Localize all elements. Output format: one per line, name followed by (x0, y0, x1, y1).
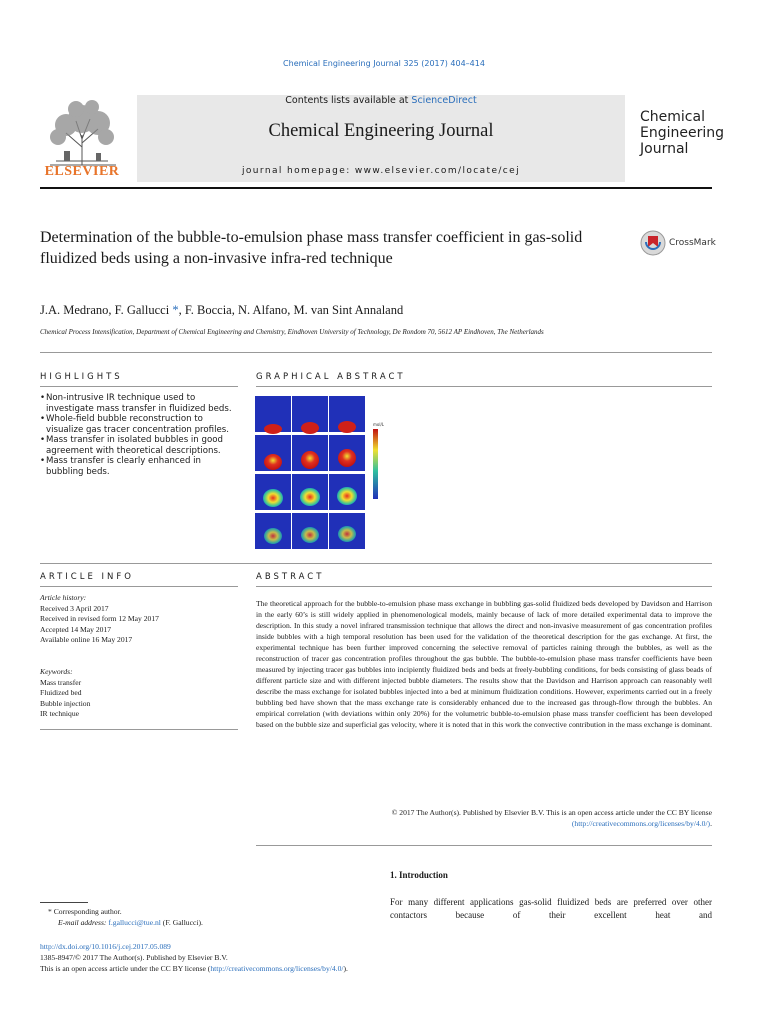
crossmark-label: CrossMark (669, 238, 716, 248)
corresponding-author-note: * Corresponding author. (48, 907, 122, 916)
keyword-item: IR technique (40, 709, 80, 718)
issn-line: 1385-8947/© 2017 The Author(s). Published by Elsevier B.V. (40, 953, 228, 962)
tracer-frame-grid (255, 396, 365, 549)
keywords-label: Keywords: (40, 667, 73, 676)
highlight-item: • Mass transfer in isolated bubbles in good agreement with theoretical descriptions. (40, 435, 223, 456)
divider (40, 586, 238, 587)
divider (40, 729, 238, 730)
highlight-item: • Whole-field bubble reconstruction to visualize gas tracer concentration profiles. (40, 414, 229, 435)
graphical-abstract-heading: GRAPHICAL ABSTRACT (256, 372, 406, 382)
keywords (40, 667, 240, 720)
introduction-heading: 1. Introduction (390, 870, 448, 880)
journal-cover-title (640, 109, 724, 157)
divider (256, 845, 712, 846)
abstract-body: The theoretical approach for the bubble-to-emulsion phase mass exchange in bubbling gas-solid fluidized beds developed by Davidson and Harrison in the early 60’s is still widely applied in phenomenological models, mainly because of lack of more detailed experimental data to improve the description. In this study a novel infrared transmission technique that allows the direct and non-invasive measurement of gas concentration profiles inside bubbles with a high temporal resolution has been used for the validation of the theoretical description for the gas exchange. At first, the experimental technique has been further improved concerning the selective removal of particles raining through the bubbles, as well as the reconstruction of tracer gas concentration profiles throughout the gas bubble. The bubble-to-emulsion phase mass transfer coefficients have been measured by injecting tracer gas bubbles into incipiently fluidized beds and beds at freely-bubbling conditions, for beds consisting of glass beads of different particle size and with different injected bubble diameters. The results show that the Davidson and Harrison approach can reasonably well describe the mass exchange for isolated bubbles injected into a bed at minimum fluidization conditions. However, experiments carried out in a freely bubbling bed have shown that the mass exchange rate is considerably enhanced due to the increased gas through-flow through the bubbles. An empirical correlation (with deviations within only 20%) for the volumetric bubble-to-emulsion phase mass transfer coefficient has been developed based on the bubble size and superficial gas velocity, where it is noted that in this work the convective contribution in the mass exchange is dominant. (256, 599, 712, 729)
divider (40, 563, 712, 564)
divider (40, 352, 712, 353)
keyword-item: Bubble injection (40, 698, 91, 708)
contents-prefix: Contents lists available at (285, 95, 412, 106)
history-item: Received 3 April 2017 (40, 603, 109, 613)
footnote-rule (40, 902, 88, 903)
footnote (40, 906, 203, 928)
author-list (40, 303, 403, 318)
copyright-end: . (710, 819, 712, 828)
publisher-wordmark: ELSEVIER (44, 164, 120, 179)
introduction-body: For many different applications gas-solid fluidized beds are preferred over other contactors because of their excellent heat and (390, 897, 712, 920)
abstract-heading: ABSTRACT (256, 572, 325, 582)
history-item: Received in revised form 12 May 2017 (40, 614, 159, 623)
license-line (40, 963, 348, 974)
colorbar-legend (373, 421, 403, 501)
journal-reference[interactable]: Chemical Engineering Journal 325 (2017) 404–414 (283, 59, 485, 68)
homepage-prefix: journal homepage: (241, 166, 355, 176)
article-info-heading: ARTICLE INFO (40, 572, 134, 582)
doi-block (40, 941, 348, 974)
journal-name: Chemical Engineering Journal (268, 121, 494, 141)
author-names: J.A. Medrano, F. Gallucci (40, 303, 170, 317)
highlight-item: • Mass transfer is clearly enhanced in bubbling beds. (40, 456, 201, 477)
divider (256, 386, 712, 387)
affiliation: Chemical Process Intensification, Department of Chemical Engineering and Chemistry, Eindhoven University of Technology, De Rondom 70, 5612 AP Eindhoven, The Netherlands (40, 328, 544, 336)
sciencedirect-link[interactable]: ScienceDirect (411, 95, 477, 106)
email-suffix: (F. Gallucci). (160, 918, 203, 927)
doi-link[interactable]: http://dx.doi.org/10.1016/j.cej.2017.05.089 (40, 942, 171, 951)
highlights-heading: HIGHLIGHTS (40, 372, 123, 382)
colorbar-label: mol/L (373, 422, 385, 427)
journal-homepage (137, 166, 625, 176)
divider (256, 586, 712, 587)
corresponding-mark[interactable]: * (172, 303, 179, 317)
keyword-item: Fluidized bed (40, 688, 82, 697)
crossmark-badge[interactable] (640, 230, 720, 260)
email-line (40, 917, 203, 928)
highlight-item: • Non-intrusive IR technique used to investigate mass transfer in fluidized beds. (40, 393, 232, 414)
crossmark-icon (640, 230, 666, 256)
cover-title-line: Engineering (640, 125, 724, 141)
divider (40, 386, 238, 387)
header-rule (40, 187, 712, 189)
history-label: Article history: (40, 593, 87, 602)
keyword-item: Mass transfer (40, 677, 82, 687)
history-item: Available online 16 May 2017 (40, 635, 133, 644)
article-title: Determination of the bubble-to-emulsion phase mass transfer coefficient in gas-solid fluidized beds using a non-invasive infra-red technique (40, 229, 583, 267)
article-history (40, 593, 240, 646)
email-link[interactable]: f.gallucci@tue.nl (108, 918, 161, 927)
email-label: E-mail address: (58, 918, 109, 927)
license-suffix: ). (343, 964, 348, 973)
license-link[interactable]: (http://creativecommons.org/licenses/by/4.0/) (571, 819, 711, 828)
license-link[interactable]: http://creativecommons.org/licenses/by/4.0/ (210, 964, 344, 973)
copyright-text: © 2017 The Author(s). Published by Elsevier B.V. This is an open access article under the CC BY license (391, 808, 712, 817)
cover-title-line: Journal (640, 141, 689, 157)
homepage-url[interactable]: www.elsevier.com/locate/cej (354, 166, 520, 176)
cover-title-line: Chemical (640, 109, 705, 125)
contents-line (137, 95, 625, 106)
license-prefix: This is an open access article under the CC BY license ( (40, 964, 211, 973)
history-item: Accepted 14 May 2017 (40, 624, 112, 634)
highlights-list (40, 393, 240, 477)
abstract-copyright (256, 807, 712, 829)
author-names: , F. Boccia, N. Alfano, M. van Sint Annaland (178, 303, 404, 317)
